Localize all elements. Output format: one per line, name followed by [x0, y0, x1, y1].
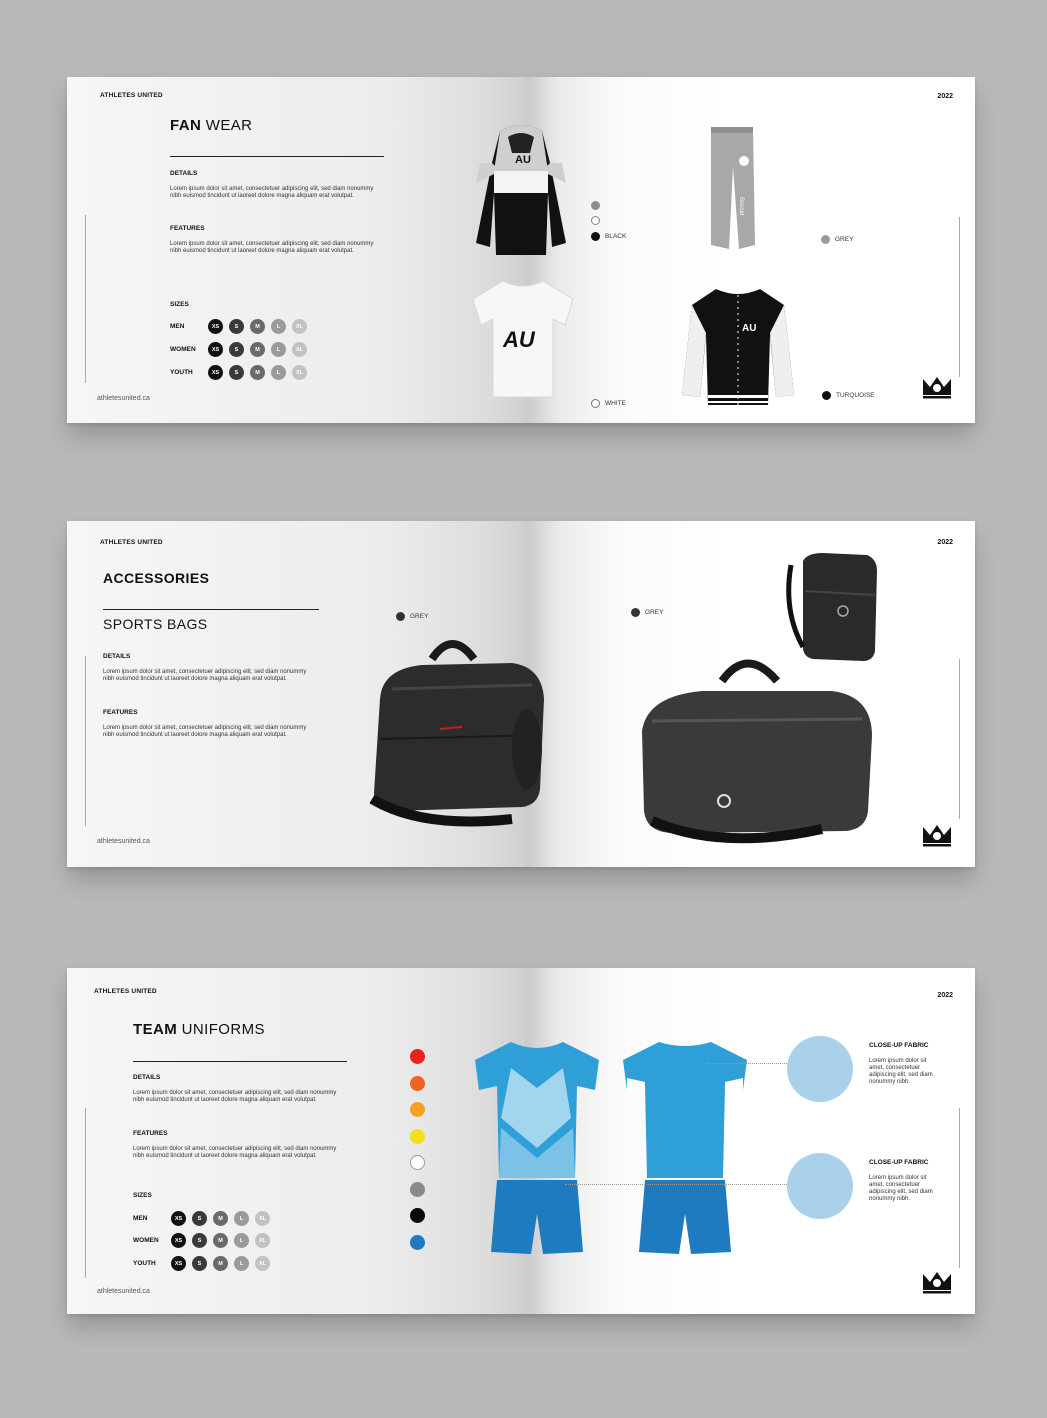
website-url: athletesunited.ca: [97, 395, 150, 402]
fabric-title-2: CLOSE-UP FABRIC: [869, 1159, 929, 1166]
size-row-men: [133, 1211, 276, 1226]
svg-text:AU: AU: [503, 327, 535, 352]
size-chip-s[interactable]: S: [229, 319, 244, 334]
details-heading: DETAILS: [103, 653, 131, 660]
color-label-grey: GREY: [410, 613, 429, 620]
color-option-turquoise[interactable]: [822, 391, 875, 400]
white-dot: [591, 399, 600, 408]
duffel-bag-2-image: [632, 641, 882, 851]
features-heading: FEATURES: [103, 709, 138, 716]
details-heading: DETAILS: [170, 170, 198, 177]
color-swatch[interactable]: [410, 1155, 425, 1170]
crown-logo-icon: [922, 823, 952, 847]
right-margin-line: [959, 659, 960, 819]
jersey-back-image: [619, 1038, 751, 1256]
size-chip-xs[interactable]: XS: [171, 1211, 186, 1226]
title-rule: [133, 1061, 347, 1062]
size-row-youth: [170, 365, 313, 380]
varsity-jacket-image: [680, 285, 796, 409]
sweatpants-image: [707, 127, 757, 251]
size-chip-m[interactable]: M: [213, 1256, 228, 1271]
year-label: 2022: [937, 539, 953, 546]
size-chip-xl[interactable]: XL: [255, 1211, 270, 1226]
size-chip-xl[interactable]: XL: [255, 1256, 270, 1271]
connector-line-2: [565, 1184, 787, 1185]
svg-text:Soccer: Soccer: [738, 197, 744, 216]
website-url: athletesunited.ca: [97, 1288, 150, 1295]
duffel-bag-image: [362, 629, 547, 834]
size-chip-m[interactable]: M: [213, 1211, 228, 1226]
size-chip-xs[interactable]: XS: [171, 1233, 186, 1248]
svg-text:AU: AU: [742, 323, 757, 334]
connector-line-1: [707, 1063, 787, 1064]
size-row-women: [133, 1233, 276, 1248]
tshirt-image: [469, 277, 577, 399]
color-swatch[interactable]: [410, 1235, 425, 1250]
left-margin-line: [85, 215, 86, 383]
color-swatch[interactable]: [410, 1182, 425, 1197]
color-swatch[interactable]: [410, 1208, 425, 1223]
size-chip-m[interactable]: M: [250, 365, 265, 380]
size-row-men: [170, 319, 313, 334]
size-chip-xs[interactable]: XS: [208, 319, 223, 334]
fabric-text-1: Lorem ipsum dolor sit amet, consectetuer adipiscing elit, sed diam nonummy nibh.: [869, 1058, 933, 1085]
fabric-title-1: CLOSE-UP FABRIC: [869, 1042, 929, 1049]
spread-fan-wear: [67, 77, 975, 423]
color-swatch[interactable]: [410, 1129, 425, 1144]
fabric-closeup-2: [787, 1153, 853, 1219]
color-option-black[interactable]: [591, 232, 626, 241]
features-text: Lorem ipsum dolor sit amet, consectetuer adipiscing elit, sed diam nonummy nibh euismod tincidunt ut laoreet dolore magna aliquam erat volutpat.: [103, 725, 307, 738]
fabric-text-2: Lorem ipsum dolor sit amet, consectetuer adipiscing elit, sed diam nonummy nibh.: [869, 1175, 933, 1202]
size-chip-s[interactable]: S: [192, 1233, 207, 1248]
size-chip-xs[interactable]: XS: [171, 1256, 186, 1271]
size-chip-m[interactable]: M: [250, 319, 265, 334]
size-chip-s[interactable]: S: [229, 342, 244, 357]
title-rest: WEAR: [201, 117, 253, 134]
details-text: Lorem ipsum dolor sit amet, consectetuer adipiscing elit, sed diam nonummy nibh euismod tincidunt ut laoreet dolore magna aliquam erat volutpat.: [133, 1090, 337, 1103]
year-label: 2022: [937, 992, 953, 999]
details-text: Lorem ipsum dolor sit amet, consectetuer adipiscing elit, sed diam nonummy nibh euismod tincidunt ut laoreet dolore magna aliquam erat volutpat.: [170, 186, 374, 199]
jersey-front-image: [471, 1038, 603, 1256]
left-margin-line: [85, 1108, 86, 1278]
size-chip-l[interactable]: L: [271, 319, 286, 334]
size-chip-s[interactable]: S: [229, 365, 244, 380]
color-label-white: WHITE: [605, 400, 626, 407]
features-text: Lorem ipsum dolor sit amet, consectetuer adipiscing elit, sed diam nonummy nibh euismod tincidunt ut laoreet dolore magna aliquam erat volutpat.: [133, 1146, 337, 1159]
page-title: [133, 1021, 265, 1038]
swatch-grey-1: [591, 201, 600, 210]
svg-text:AU: AU: [515, 154, 531, 166]
color-option-white[interactable]: [591, 399, 626, 408]
color-swatch[interactable]: [410, 1049, 425, 1064]
size-row-label: YOUTH: [170, 369, 193, 376]
grey-dot: [396, 612, 405, 621]
grey-dot: [821, 235, 830, 244]
size-row-label: MEN: [170, 323, 185, 330]
page-title: [170, 117, 252, 134]
color-label-black: BLACK: [605, 233, 627, 240]
size-row-label: WOMEN: [133, 1237, 159, 1244]
brand-name: ATHLETES UNITED: [100, 92, 163, 99]
right-margin-line: [959, 217, 960, 377]
size-chip-l[interactable]: L: [271, 365, 286, 380]
size-chip-xs[interactable]: XS: [208, 365, 223, 380]
spread-accessories: [67, 521, 975, 867]
left-margin-line: [85, 656, 86, 826]
backpack-image: [783, 551, 879, 663]
details-text: Lorem ipsum dolor sit amet, consectetuer adipiscing elit, sed diam nonummy nibh euismod tincidunt ut laoreet dolore magna aliquam erat volutpat.: [103, 669, 307, 682]
title-rule: [103, 609, 319, 610]
brand-name: ATHLETES UNITED: [94, 988, 157, 995]
sizes-heading: SIZES: [133, 1192, 152, 1199]
size-chip-s[interactable]: S: [192, 1256, 207, 1271]
hoodie-image: [470, 123, 572, 257]
crown-logo-icon: [922, 375, 952, 399]
turquoise-dot: [822, 391, 831, 400]
features-heading: FEATURES: [170, 225, 205, 232]
size-chip-l[interactable]: L: [234, 1211, 249, 1226]
size-chip-m[interactable]: M: [213, 1233, 228, 1248]
color-swatch[interactable]: [410, 1076, 425, 1091]
size-row-youth: [133, 1256, 276, 1271]
size-chip-xl[interactable]: XL: [292, 319, 307, 334]
color-swatch[interactable]: [410, 1102, 425, 1117]
title-rest: UNIFORMS: [177, 1021, 265, 1038]
color-label-turquoise: TURQUOISE: [836, 392, 875, 399]
swatch-light-1: [591, 216, 600, 225]
size-row-label: WOMEN: [170, 346, 196, 353]
size-chip-l[interactable]: L: [271, 342, 286, 357]
size-chip-l[interactable]: L: [234, 1256, 249, 1271]
title-bold: TEAM: [133, 1021, 178, 1038]
brand-name: ATHLETES UNITED: [100, 539, 163, 546]
size-chip-m[interactable]: M: [250, 342, 265, 357]
color-option-grey-1[interactable]: [396, 612, 428, 621]
title-rule: [170, 156, 384, 157]
features-heading: FEATURES: [133, 1130, 168, 1137]
title-bold: FAN: [170, 117, 202, 134]
sizes-heading: SIZES: [170, 301, 189, 308]
size-row-label: MEN: [133, 1215, 148, 1222]
size-chip-s[interactable]: S: [192, 1211, 207, 1226]
right-margin-line: [959, 1108, 960, 1268]
color-option-grey[interactable]: [821, 235, 853, 244]
size-row-women: [170, 342, 313, 357]
spread-team-uniforms: [67, 968, 975, 1314]
size-row-label: YOUTH: [133, 1260, 156, 1267]
black-dot: [591, 232, 600, 241]
website-url: athletesunited.ca: [97, 838, 150, 845]
features-text: Lorem ipsum dolor sit amet, consectetuer adipiscing elit, sed diam nonummy nibh euismod tincidunt ut laoreet dolore magna aliquam erat volutpat.: [170, 241, 374, 254]
color-label-grey: GREY: [835, 236, 854, 243]
color-option-grey-2[interactable]: [631, 608, 663, 617]
color-label-grey: GREY: [645, 609, 664, 616]
size-chip-xs[interactable]: XS: [208, 342, 223, 357]
fabric-closeup-1: [787, 1036, 853, 1102]
size-chip-xl[interactable]: XL: [255, 1233, 270, 1248]
year-label: 2022: [937, 93, 953, 100]
page-subtitle: SPORTS BAGS: [103, 616, 208, 632]
size-chip-xl[interactable]: XL: [292, 365, 307, 380]
size-chip-l[interactable]: L: [234, 1233, 249, 1248]
crown-logo-icon: [922, 1270, 952, 1294]
grey-dot: [631, 608, 640, 617]
page-title: ACCESSORIES: [103, 570, 210, 586]
details-heading: DETAILS: [133, 1074, 161, 1081]
size-chip-xl[interactable]: XL: [292, 342, 307, 357]
